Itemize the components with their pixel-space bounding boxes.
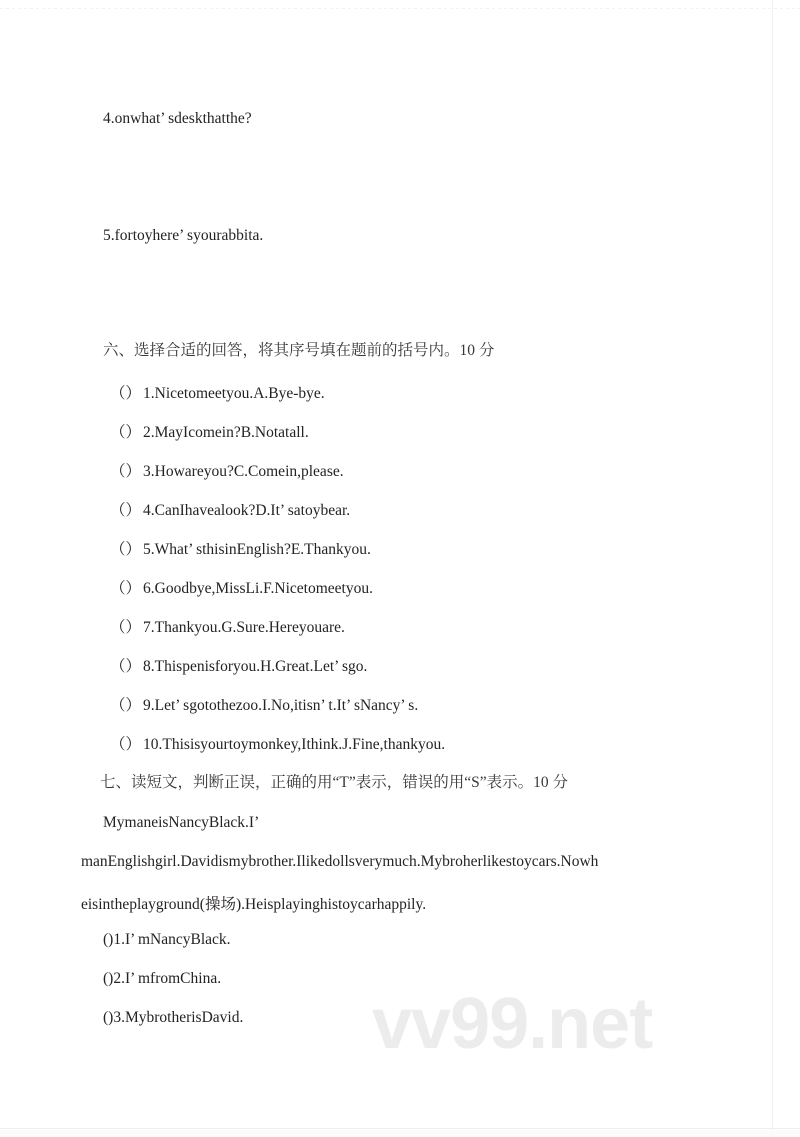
item-text: Nicetomeetyou.A.Bye-bye. [154,385,325,402]
item-number: 2. [113,970,125,987]
question-item-5: 5.fortoyhere’ syourabbita. [103,227,264,244]
item-number: 8. [143,658,155,675]
answer-bracket[interactable]: () [103,970,114,987]
match-item-3 [110,463,344,482]
question-item-4: 4.onwhat’ sdeskthatthe? [103,110,252,127]
page-bottom-border [0,1128,800,1129]
answer-bracket[interactable]: （） [110,697,142,714]
answer-bracket[interactable]: （） [110,463,142,480]
item-number: 3. [113,1009,125,1026]
section-seven-heading [100,774,568,793]
item-text: MayIcomein?B.Notatall. [154,424,309,441]
item-text: I’ mfromChina. [124,970,222,987]
answer-bracket[interactable]: （） [110,580,142,597]
answer-bracket[interactable]: （） [110,424,142,441]
answer-bracket[interactable]: () [103,1009,114,1026]
item-text: MybrotherisDavid. [124,1009,244,1026]
item-number: 1. [113,931,125,948]
match-item-5 [110,541,371,560]
match-item-2 [110,424,309,443]
truefalse-item-3 [103,1009,243,1028]
watermark-vv99: vv99.net [372,984,653,1064]
item-text: I’ mNancyBlack. [124,931,231,948]
item-number: 4. [143,502,155,519]
item-number: 3. [143,463,155,480]
item-text: Thispenisforyou.H.Great.Let’ sgo. [154,658,368,675]
truefalse-item-2 [103,970,221,989]
item-number: 6. [143,580,155,597]
item-text: Let’ sgotothezoo.I.No,itisn’ t.It’ sNancy’ s. [154,697,419,714]
section-six-heading [103,342,494,361]
match-item-1 [110,385,325,404]
section-six-points: 10 分 [459,342,495,359]
item-number: 5. [143,541,155,558]
item-text: Thankyou.G.Sure.Hereyouare. [154,619,345,636]
item-number: 10. [143,736,163,753]
item-text: Goodbye,MissLi.F.Nicetomeetyou. [154,580,373,597]
page-bottom-shadow [0,1130,800,1137]
answer-bracket[interactable]: （） [110,736,142,753]
passage-line-3: eisintheplayground(操场).Heisplayinghistoycarhappily. [81,896,427,913]
section-six-heading-text: 六、选择合适的回答，将其序号填在题前的括号内。 [103,342,460,359]
item-text: CanIhavealook?D.It’ satoybear. [154,502,351,519]
answer-bracket[interactable]: （） [110,385,142,402]
item-text: What’ sthisinEnglish?E.Thankyou. [154,541,371,558]
item-text: Thisisyourtoymonkey,Ithink.J.Fine,thankyou. [162,736,446,753]
passage-line-2: manEnglishgirl.Davidismybrother.Ilikedollsverymuch.Mybroherlikestoycars.Nowh [81,853,599,870]
item-number: 9. [143,697,155,714]
item-text: Howareyou?C.Comein,please. [154,463,344,480]
match-item-6 [110,580,373,599]
answer-bracket[interactable]: （） [110,502,142,519]
match-item-4 [110,502,350,521]
passage-line-1: MymaneisNancyBlack.I’ [103,814,260,831]
item-number: 2. [143,424,155,441]
section-seven-heading-text: 七、读短文，判断正误，正确的用“T”表示，错误的用“S”表示。 [100,774,534,791]
section-seven-points: 10 分 [533,774,568,791]
match-item-7 [110,619,345,638]
page-right-border [772,0,773,1130]
match-item-10 [110,736,445,755]
item-number: 1. [143,385,155,402]
page-top-border [0,8,800,9]
item-number: 7. [143,619,155,636]
answer-bracket[interactable]: （） [110,619,142,636]
answer-bracket[interactable]: （） [110,658,142,675]
answer-bracket[interactable]: () [103,931,114,948]
match-item-8 [110,658,367,677]
match-item-9 [110,697,418,716]
answer-bracket[interactable]: （） [110,541,142,558]
truefalse-item-1 [103,931,231,950]
